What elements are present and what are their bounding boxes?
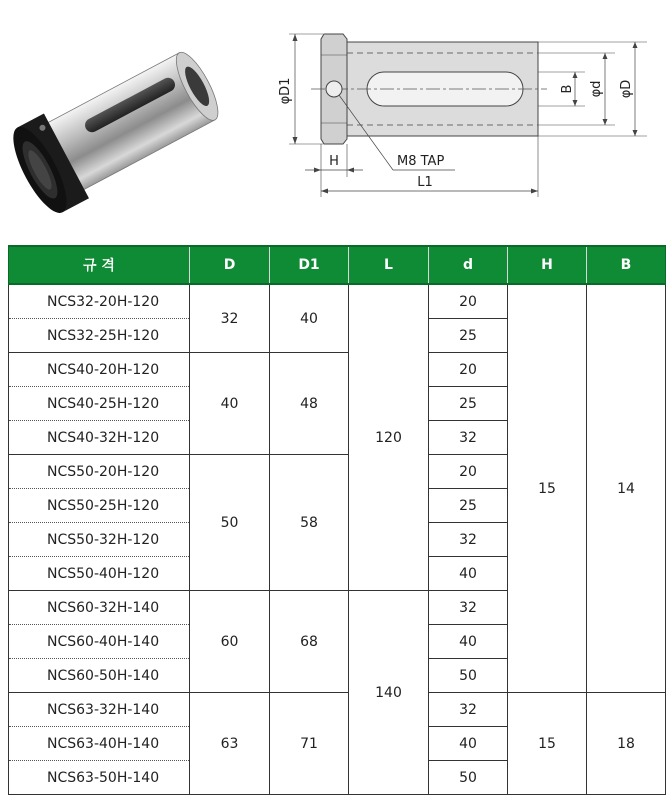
d-inner-cell: 50 <box>429 659 508 693</box>
d-inner-cell: 40 <box>429 625 508 659</box>
header-l: L <box>349 246 429 284</box>
d-outer-cell: 63 <box>190 693 270 795</box>
l-cell: 140 <box>349 591 429 795</box>
b-cell: 18 <box>587 693 666 795</box>
header-b: B <box>587 246 666 284</box>
d-inner-cell: 32 <box>429 591 508 625</box>
d-inner-cell: 25 <box>429 319 508 353</box>
d-inner-cell: 20 <box>429 284 508 319</box>
d-inner-cell: 40 <box>429 727 508 761</box>
header-d-inner: d <box>429 246 508 284</box>
d1-cell: 71 <box>270 693 349 795</box>
d1-cell: 48 <box>270 353 349 455</box>
table-row <box>9 284 666 319</box>
model-cell: NCS60-40H-140 <box>9 625 190 659</box>
d-outer-cell: 40 <box>190 353 270 455</box>
table-row <box>9 693 666 727</box>
model-cell: NCS60-32H-140 <box>9 591 190 625</box>
dim-h-label: H <box>329 154 339 169</box>
d1-cell: 58 <box>270 455 349 591</box>
header-d1: D1 <box>270 246 349 284</box>
d-inner-cell: 20 <box>429 455 508 489</box>
model-cell: NCS50-25H-120 <box>9 489 190 523</box>
model-cell: NCS40-20H-120 <box>9 353 190 387</box>
model-cell: NCS32-25H-120 <box>9 319 190 353</box>
dim-phi-d1-label: φD1 <box>278 77 293 105</box>
d1-cell: 40 <box>270 284 349 353</box>
header-h: H <box>508 246 587 284</box>
technical-drawing <box>275 25 655 235</box>
h-cell: 15 <box>508 693 587 795</box>
dim-phi-d-label: φd <box>589 80 604 98</box>
model-cell: NCS40-32H-120 <box>9 421 190 455</box>
dim-tap-label: M8 TAP <box>397 154 445 169</box>
model-cell: NCS60-50H-140 <box>9 659 190 693</box>
model-cell: NCS63-50H-140 <box>9 761 190 795</box>
d-inner-cell: 25 <box>429 387 508 421</box>
d-outer-cell: 50 <box>190 455 270 591</box>
d1-cell: 68 <box>270 591 349 693</box>
dim-phi-big-d-label: φD <box>619 79 634 99</box>
dim-b-label: B <box>560 84 575 94</box>
d-outer-cell: 32 <box>190 284 270 353</box>
product-illustration-area <box>0 0 670 240</box>
d-inner-cell: 50 <box>429 761 508 795</box>
d-inner-cell: 32 <box>429 523 508 557</box>
model-cell: NCS50-32H-120 <box>9 523 190 557</box>
model-cell: NCS50-20H-120 <box>9 455 190 489</box>
model-cell: NCS63-40H-140 <box>9 727 190 761</box>
l-cell: 120 <box>349 284 429 591</box>
model-cell: NCS32-20H-120 <box>9 284 190 319</box>
d-inner-cell: 25 <box>429 489 508 523</box>
header-spec: 규 격 <box>9 246 190 284</box>
d-inner-cell: 20 <box>429 353 508 387</box>
h-cell: 15 <box>508 284 587 693</box>
model-cell: NCS50-40H-120 <box>9 557 190 591</box>
b-cell: 14 <box>587 284 666 693</box>
model-cell: NCS63-32H-140 <box>9 693 190 727</box>
spec-table <box>8 245 666 795</box>
d-inner-cell: 40 <box>429 557 508 591</box>
d-inner-cell: 32 <box>429 421 508 455</box>
bushing-3d-image <box>10 20 220 240</box>
d-inner-cell: 32 <box>429 693 508 727</box>
d-outer-cell: 60 <box>190 591 270 693</box>
table-header-row <box>9 246 666 284</box>
header-d-outer: D <box>190 246 270 284</box>
dim-l1-label: L1 <box>417 175 433 190</box>
model-cell: NCS40-25H-120 <box>9 387 190 421</box>
